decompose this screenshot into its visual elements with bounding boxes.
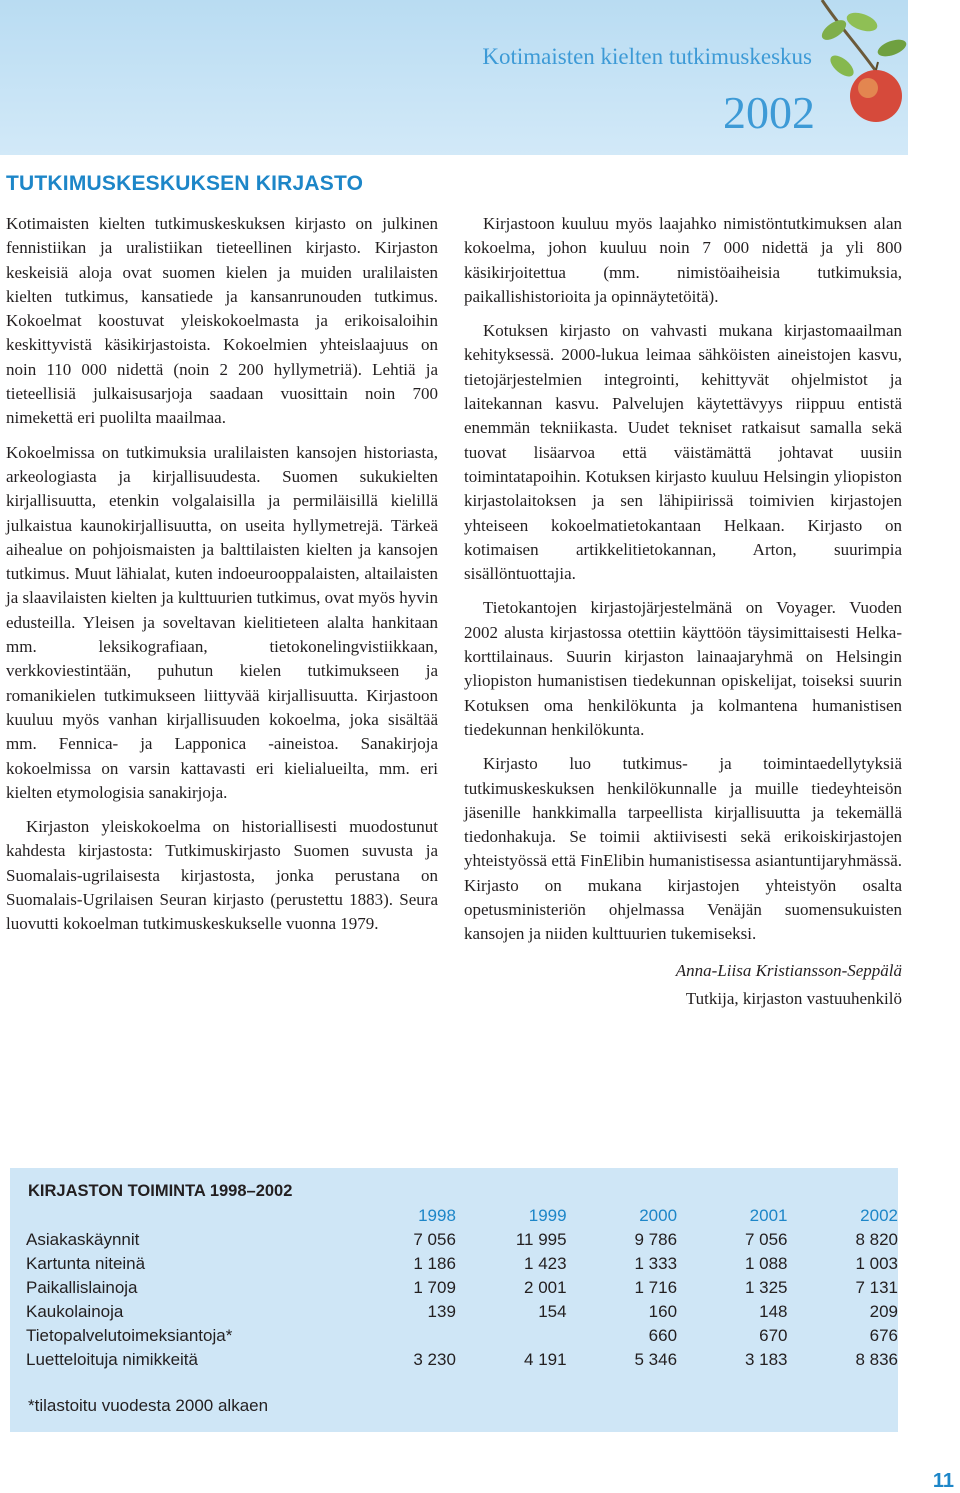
right-paragraph: Kotuksen kirjasto on vahvasti mukana kirjastomaailman kehityksessä. 2000-lukua leimaa sähköisten aineistojen kasvu, tietojärjestelmien integrointi, kehittyvät ohjelmistot ja laitekannan kasvu. Palvelujen käytettävyys riippuu entistä enemmän tekniikasta. Uudet tekniset ratkaisut samalla sekä tuovat lisäarvoa että väistämättä johtavat uusiin toimintatapoihin. Kotuksen kirjasto kuuluu Helsingin yliopiston kirjastolaitoksen ja sen lähipiirissä toimivien kirjastojen yhteiseen kokoelmatietokantaan Helkaan. Kirjasto on kotimaisen artikkelitietokannan, Arton, suurimpia sisällöntuottajia. <box>464 321 902 584</box>
table-cell: 1 325 <box>744 1278 788 1297</box>
table-cell: 1 709 <box>413 1278 456 1297</box>
table-cell: 3 183 <box>744 1350 788 1369</box>
row-label: Paikallislainoja <box>26 1278 138 1297</box>
table-cell: 676 <box>869 1326 898 1345</box>
table-cell: 1 088 <box>744 1254 788 1273</box>
row-label: Luetteloituja nimikkeitä <box>26 1350 198 1369</box>
table-cell: 11 995 <box>515 1230 567 1249</box>
stats-table <box>26 1204 898 1372</box>
stats-header-row <box>26 1204 898 1228</box>
stats-footnote: *tilastoitu vuodesta 2000 alkaen <box>28 1396 269 1415</box>
table-cell: 2 001 <box>524 1278 567 1297</box>
signature-role: Tutkija, kirjaston vastuuhenkilö <box>685 988 902 1008</box>
table-row <box>26 1228 898 1252</box>
table-row <box>26 1252 898 1276</box>
year-header: 2001 <box>749 1206 788 1225</box>
right-paragraph: Kirjasto luo tutkimus- ja toimintaedellytyksiä tutkimuskeskuksen henkilökunnalle ja muille tiedeyhteisön jäsenille hankkimalla tarpeellista kirjallisuutta ja tekemällä tiedonhakuja. Se toimii aktiivisesti sekä erikoiskirjastojen yhteistyössä että FinElibin humanistisessa asiantuntijaryhmässä. Kirjasto on mukana kirjastojen yhteistyön osalta opetusministeriön ohjelmassa Venäjän suomensukuisten kansojen ja niiden kulttuurien tukemiseksi. <box>464 754 902 944</box>
year-header: 2002 <box>860 1206 898 1225</box>
left-paragraph: Kotimaisten kielten tutkimuskeskuksen kirjasto on julkinen fennistiikan ja uralistiikan tieteellinen kirjasto. Kirjaston keskeisiä aloja ovat suomen kielen ja muiden uralilaisten kielten tutkimus, kansatiede ja kansanrunouden tutkimus. Kokoelmat koostuvat yleiskokoelmasta ja erikoisaloihin keskittyvistä käsikirjastoista. Kokoelmien yhteislaajuus on noin 110 000 nidettä (noin 2 200 hyllymetriä). Lehtiä ja tieteellisiä julkaisusarjoja saadaan vuosittain noin 700 nimekettä eri puolilta maailmaa. <box>6 214 438 428</box>
right-column <box>464 212 902 1011</box>
signature-name: Anna-Liisa Kristiansson-Seppälä <box>675 960 902 980</box>
left-paragraph: Kokoelmissa on tutkimuksia uralilaisten kansojen historiasta, arkeologiasta ja kirjallisuudesta. Suomen sukukielten kirjallisuutta, etenkin volgalaisilla ja permiläisillä kielillä julkaistua kaunokirjallisuutta, on useita hyllymetrejä. Tärkeä aihealue on pohjoismaisten ja balttilaisten kielten ja kansojen tutkimus. Muut lähialat, kuten indoeurooppalaisten, altailaisten ja slaavilaisten kielten ja kulttuurien tutkimus, ovat myös hyvin edusteilla. Yleisen ja soveltavan kielitieteen alalta hankitaan mm. leksikografiaan, tietokonelingvistiikkaan, verkkoviestintään, puhutun kielen tutkimukseen ja romanikielen tutkimukseen liittyvää kirjallisuutta. Kirjastoon kuuluu myös vanhan kirjallisuuden kokoelma, joka sisältää mm. Fennica- ja Lapponica -aineistoa. Sanakirjoja kokoelmissa on varsin kattavasti eri kielialueilta, mm. eri kielten etymologisia sanakirjoja. <box>6 442 439 802</box>
left-column <box>6 212 438 947</box>
table-cell: 8 820 <box>855 1230 898 1249</box>
table-cell: 4 191 <box>524 1350 567 1369</box>
table-cell: 7 131 <box>855 1278 898 1297</box>
page-number: 11 <box>932 1470 954 1492</box>
table-cell: 1 186 <box>413 1254 456 1273</box>
table-cell: 670 <box>759 1326 788 1345</box>
library-stats-box <box>10 1168 898 1432</box>
row-label: Asiakaskäynnit <box>26 1230 140 1249</box>
table-row <box>26 1348 898 1372</box>
table-cell: 7 056 <box>413 1230 456 1249</box>
table-cell: 139 <box>427 1302 456 1321</box>
year-header: 2000 <box>639 1206 678 1225</box>
table-row <box>26 1276 898 1300</box>
right-paragraph: Tietokantojen kirjastojärjestelmänä on Voyager. Vuoden 2002 alusta kirjastossa otettiin käyttöön täysimittaisesti Helka-korttilainaus. Suurin kirjaston lainaajaryhmä on Helsingin yliopiston humanistisen tiedekunnan opiskelijat, toiseksi suurin Kotuksen oma henkilökunta ja kolmantena humanistisen tiedekunnan henkilökunta. <box>464 598 902 739</box>
row-label: Kartunta niteinä <box>26 1254 146 1273</box>
year-header: 1999 <box>528 1206 567 1225</box>
table-cell: 1 716 <box>634 1278 678 1297</box>
header-organization: Kotimaisten kielten tutkimuskeskus <box>482 44 812 69</box>
table-cell: 8 836 <box>855 1350 898 1369</box>
section-title: TUTKIMUSKESKUKSEN KIRJASTO <box>6 172 364 195</box>
table-cell: 660 <box>648 1326 678 1345</box>
table-cell: 5 346 <box>634 1350 678 1369</box>
table-cell: 1 003 <box>855 1254 898 1273</box>
right-paragraph: Kirjastoon kuuluu myös laajahko nimistöntutkimuksen alan kokoelma, johon kuuluu noin 7 000 nidettä ja yli 800 käsikirjoitettua (mm. nimistöaiheisia tutkimuksia, paikallishistorioita ja opinnäytetöitä). <box>464 214 902 306</box>
table-cell: 1 423 <box>524 1254 567 1273</box>
stats-title: KIRJASTON TOIMINTA 1998–2002 <box>28 1182 293 1200</box>
table-cell: 7 056 <box>744 1230 788 1249</box>
table-cell: 3 230 <box>413 1350 456 1369</box>
table-row <box>26 1324 898 1348</box>
table-row <box>26 1300 898 1324</box>
row-label: Tietopalvelutoimeksiantoja* <box>26 1326 233 1345</box>
table-cell: 1 333 <box>634 1254 678 1273</box>
table-cell: 209 <box>869 1302 898 1321</box>
table-cell: 9 786 <box>634 1230 678 1249</box>
year-header: 1998 <box>418 1206 456 1225</box>
table-cell: 154 <box>538 1302 567 1321</box>
table-cell <box>456 1324 567 1348</box>
page-header <box>0 0 908 155</box>
left-paragraph: Kirjaston yleiskokoelma on historiallisesti muodostunut kahdesta kirjastosta: Tutkimuskirjasto Suomen suvusta ja Suomalais-ugrilaisesta kirjastosta, jonka perustana on Suomalais-Ugrilaisen Seuran kirjasto (perustettu 1883). Seura luovutti kokoelman tutkimuskeskukselle vuonna 1979. <box>6 817 438 934</box>
header-year: 2002 <box>723 87 815 138</box>
table-cell: 148 <box>759 1302 788 1321</box>
table-cell <box>345 1324 455 1348</box>
table-cell: 160 <box>648 1302 678 1321</box>
apple-branch-illustration <box>812 0 908 140</box>
row-label: Kaukolainoja <box>26 1302 124 1321</box>
